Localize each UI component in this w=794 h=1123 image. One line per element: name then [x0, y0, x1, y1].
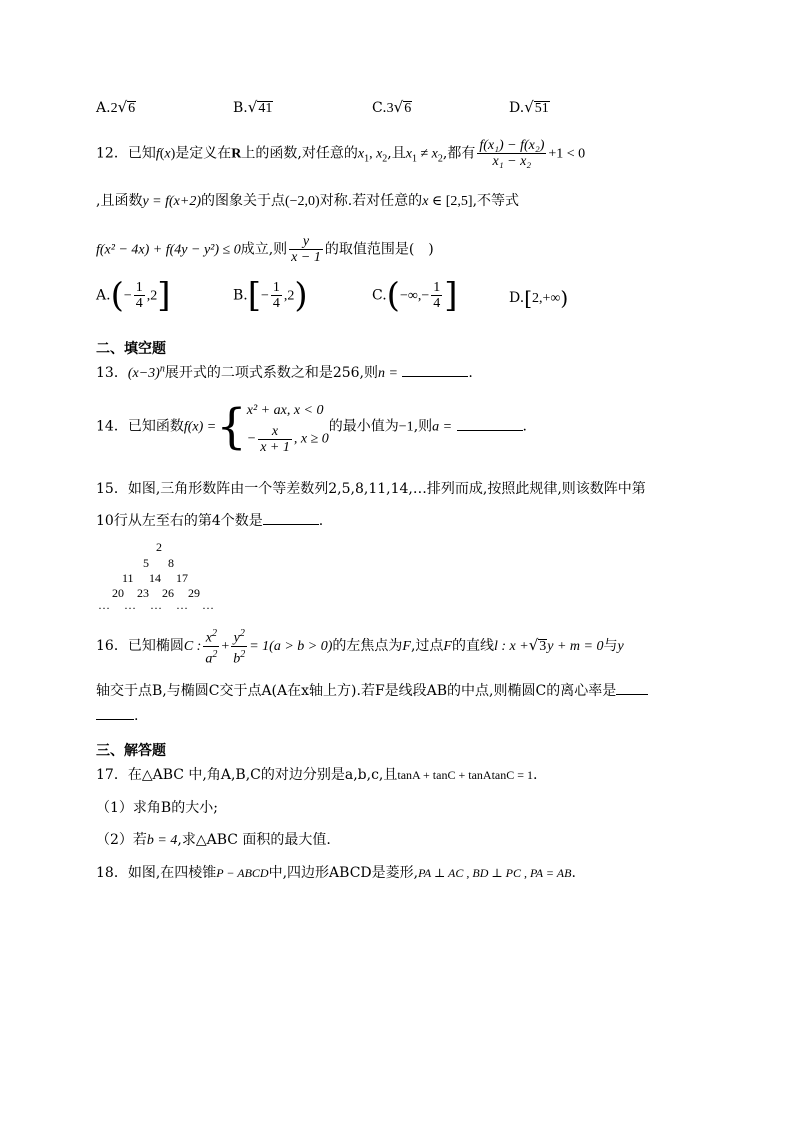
triangle-number: 17 [176, 571, 188, 585]
section-solutions-title: 三、解答题 [96, 743, 166, 759]
triangle-ellipsis: … [176, 598, 188, 612]
triangle-ellipsis: … [98, 598, 110, 612]
triangle-ellipsis: … [202, 598, 214, 612]
triangle-number: 2 [156, 540, 162, 554]
q13-answer-blank[interactable] [402, 376, 468, 377]
q14: 14．已知函数f(x) ={ x² + ax, x < 0 − $\frac{x}{x + 1}$ , x ≥ 0 的最小值为−1,则a = . [96, 398, 527, 455]
q11-option-b: B.√41 [233, 98, 273, 116]
q11-option-a: A.2√6 [96, 98, 136, 116]
q17-part2: （2）若b = 4,求△ABC 面积的最大值. [96, 832, 331, 848]
triangle-number: 11 [122, 571, 134, 585]
triangle-number: 23 [137, 586, 149, 600]
triangle-number: 20 [112, 586, 124, 600]
q11-option-d: D.√51 [509, 98, 549, 116]
q12-option-d: D.[2,+∞) [509, 286, 569, 310]
q18-line1: 18．如图,在四棱锥P − ABCD中,四边形ABCD是菱形,PA ⊥ AC , BD ⊥ PC , PA = AB. [96, 865, 576, 881]
q12-line1: 12．已知f(x)是定义在R上的函数,对任意的$x_1$, $x_2$,且$x_1 \ne x_2$,都有 $\frac{\text{f(x₁) − f(x₂)}}{\text{x₁ − x₂}}$ +1 < 0 [96, 138, 586, 169]
triangle-number: 5 [143, 556, 149, 570]
q15-line2: 10行从左至右的第4个数是 . [96, 513, 324, 529]
q15-answer-blank[interactable] [263, 524, 319, 525]
triangle-number: 26 [162, 586, 174, 600]
q12-option-b: B.[− $\frac{1}{4}$ ,2) [233, 275, 308, 316]
q14-cases: x² + ax, x < 0 − $\frac{x}{x + 1}$ , x ≥ 0 [246, 403, 329, 455]
q11-option-c: C.3√6 [372, 98, 412, 116]
triangle-number: 14 [149, 571, 161, 585]
q17-line1: 17．在△ABC 中,角A,B,C的对边分别是a,b,c,且tanA + tanC + tanAtanC = 1. [96, 767, 538, 783]
q12-fraction-2: $\frac{y}{x - 1}$ [291, 234, 321, 265]
q13: 13．$(x-3)^n$展开式的二项式系数之和是256,则n = . [96, 363, 473, 381]
q12-fraction: $\frac{\text{f(x₁) − f(x₂)}}{\text{x₁ − x₂}}$ [479, 138, 545, 169]
q16-line3: . [96, 708, 138, 724]
q16-line2: 轴交于点B,与椭圆C交于点A(A在x轴上方).若F是线段AB的中点,则椭圆C的离心率是 [96, 680, 648, 700]
triangle-number: 8 [168, 556, 174, 570]
q12-option-a: A.(− $\frac{1}{4}$ ,2] [96, 275, 171, 316]
triangle-number: 29 [188, 586, 200, 600]
q17-part1: （1）求角B的大小; [96, 800, 218, 816]
q15-line1: 15．如图,三角形数阵由一个等差数列2,5,8,11,14,…排列而成,按照此规律,则该数阵中第 [96, 481, 646, 497]
q12-line3: f(x² − 4x) + f(4y − y²) ≤ 0成立,则 $\frac{y}{x - 1}$ 的取值范围是( ) [96, 234, 434, 265]
q16-line1: 16．已知椭圆C : $\frac{x^2}{a^2}$ + $\frac{y^2}{b^2}$ = 1(a > b > 0)的左焦点为F,过点F的直线l : x +√3y + m = 0与y [96, 628, 624, 667]
section-fill-in-title: 二、填空题 [96, 341, 166, 357]
q12-line2: ,且函数y = f(x+2)的图象关于点(−2,0)对称.若对任意的x ∈ [2,5],不等式 [96, 193, 520, 209]
q14-answer-blank[interactable] [457, 430, 523, 431]
triangle-ellipsis: … [150, 598, 162, 612]
triangle-ellipsis: … [124, 598, 136, 612]
q16-answer-blank-cont[interactable] [96, 719, 134, 720]
q12-option-c: C.(−∞,− $\frac{1}{4}$ ] [372, 275, 458, 316]
q16-answer-blank[interactable] [616, 694, 648, 695]
